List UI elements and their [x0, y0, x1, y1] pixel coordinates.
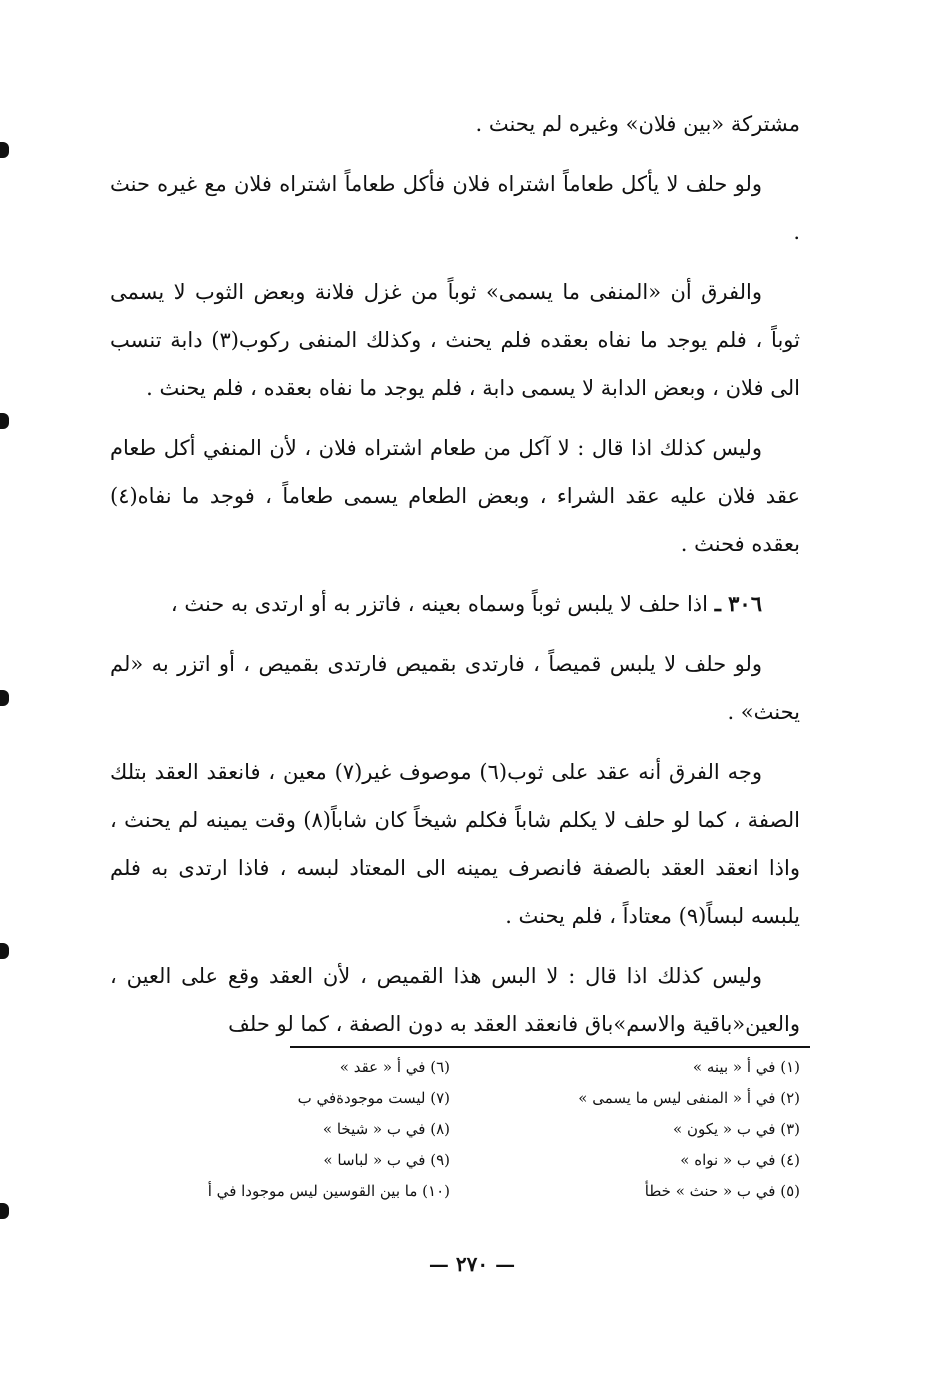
page-number: — ٢٧٠ —	[428, 1252, 516, 1276]
footnotes-left-column	[150, 1052, 450, 1207]
footnote: (٩) في ب « لباسا »	[323, 1151, 450, 1169]
footnotes-right-column	[490, 1052, 800, 1207]
paragraph: والفرق أن «المنفى ما يسمى» ثوباً من غزل فلانة وبعض الثوب لا يسمى ثوباً ، فلم يوجد ما نفاه بعقده فلم يحنث ، وكذلك المنفى ركوب(٣) دابة تنسب الى فلان ، وبعض الدابة لا يسمى دابة ، فلم يوجد ما نفاه بعقده ، فلم يحنث .	[110, 280, 800, 400]
paragraph: مشتركة «بين فلان» وغيره لم يحنث .	[475, 112, 800, 136]
footnote-divider	[290, 1046, 810, 1048]
footnote: (١٠) ما بين القوسين ليس موجودا في أ	[207, 1182, 450, 1200]
scan-edge-mark	[0, 1203, 9, 1219]
paragraph: وليس كذلك اذا قال : لا البس هذا القميص ، لأن العقد وقع على العين ، والعين«باقية والاسم»باق فانعقد العقد به دون الصفة ، كما لو حلف	[110, 964, 800, 1036]
section-number: ٣٠٦ ـ	[714, 591, 762, 616]
paragraph: وجه الفرق أنه عقد على ثوب(٦) موصوف غير(٧) معين ، فانعقد العقد بتلك الصفة ، كما لو حلف لا يكلم شاباً فكلم شيخاً كان شاباً(٨) وقت يمينه لم يحنث ، واذا انعقد العقد بالصفة فانصرف يمينه الى المعتاد لبسه ، فاذا ارتدى به فلم يلبسه لبساً(٩) معتاداً ، فلم يحنث .	[110, 760, 800, 928]
footnote: (٤) في ب « نواه »	[680, 1151, 800, 1169]
footnote: (٥) في ب « حنث » خطأ	[644, 1182, 800, 1200]
scan-edge-mark	[0, 943, 9, 959]
scan-edge-mark	[0, 142, 9, 158]
footnotes	[150, 1052, 800, 1207]
footnote: (٦) في أ « عقد »	[339, 1058, 450, 1076]
page-body	[110, 100, 800, 1060]
scan-edge-mark	[0, 690, 9, 706]
footnote: (١) في أ « بينه »	[692, 1058, 800, 1076]
footnote: (٢) في أ « المنفى ليس ما يسمى »	[578, 1089, 800, 1107]
scan-edge-mark	[0, 413, 9, 429]
footnote: (٣) في ب « يكون »	[673, 1120, 800, 1138]
numbered-paragraph: ٣٠٦ ـ اذا حلف لا يلبس ثوباً وسماه بعينه ، فاتزر به أو ارتدى به حنث ،	[170, 591, 762, 616]
paragraph: وليس كذلك اذا قال : لا آكل من طعام اشتراه فلان ، لأن المنفي أكل طعام عقد فلان عليه عقد الشراء ، وبعض الطعام يسمى طعاماً ، فوجد ما نفاه(٤) بعقده فحنث .	[110, 436, 800, 556]
paragraph: ولو حلف لا يأكل طعاماً اشتراه فلان فأكل طعاماً اشتراه فلان مع غيره حنث .	[110, 172, 800, 244]
footnote: (٨) في ب « شيخا »	[322, 1120, 450, 1138]
paragraph: ولو حلف لا يلبس قميصاً ، فارتدى بقميص فارتدى بقميص ، أو اتزر به «لم يحنث» .	[110, 652, 800, 724]
footnote: (٧) ليست موجودةفي ب	[297, 1089, 450, 1107]
